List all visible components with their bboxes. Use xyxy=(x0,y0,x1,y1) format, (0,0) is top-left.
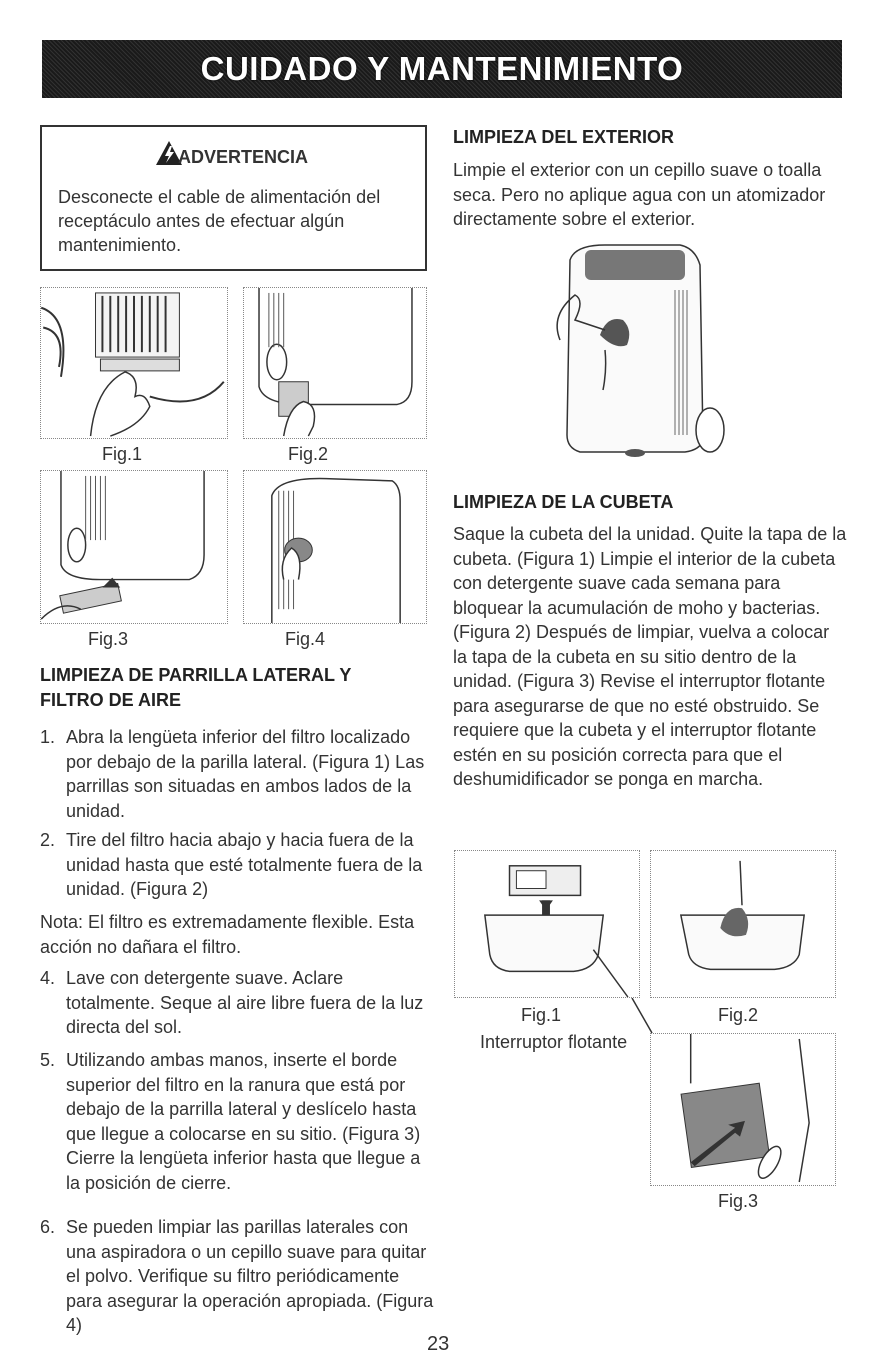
grille-heading-line1: LIMPIEZA DE PARRILLA LATERAL Y xyxy=(40,665,352,685)
step-number: 6. xyxy=(40,1217,56,1237)
figure-bucket-lid xyxy=(454,850,640,998)
float-switch-label: Interruptor flotante xyxy=(480,1032,628,1052)
grille-step-2 xyxy=(40,828,435,902)
step-text: Utilizando ambas manos, inserte el borde superior del filtro en la ranura que está por debajo de la parrilla lateral y deslícelo hasta que llegue a colocarse en su sitio. (Figura 3) Cierre la lengüeta inferior hasta que llegue a la posición de cierre. xyxy=(66,1050,421,1193)
page-number: 23 xyxy=(427,1333,450,1355)
step-number: 4. xyxy=(40,968,56,988)
grille-step-6 xyxy=(40,1215,435,1338)
grille-step-5 xyxy=(40,1048,435,1195)
figure-bucket-wash xyxy=(650,850,836,998)
bucket-fig2-caption: Fig.2 xyxy=(718,1005,759,1025)
step-text: Se pueden limpiar las parillas laterales con una aspiradora o un cepillo suave para quitar el polvo. Verifique su filtro periódicamente para asegurar la operación apropiada. (Figura 4) xyxy=(66,1217,434,1335)
fig3-caption: Fig.3 xyxy=(88,629,129,649)
filter-insert-illustration xyxy=(41,471,227,623)
warning-box xyxy=(40,125,427,271)
step-number: 2. xyxy=(40,830,56,850)
step-text: Abra la lengüeta inferior del filtro localizado por debajo de la parilla lateral. (Figura 1) Las parrillas son situadas en ambos lados de la unidad. xyxy=(66,727,425,821)
fig1-caption: Fig.1 xyxy=(102,444,143,464)
bucket-wash-illustration xyxy=(651,851,835,997)
grille-heading-line2: FILTRO DE AIRE xyxy=(40,690,181,710)
bucket-lid-illustration xyxy=(455,851,639,997)
step-text: Lave con detergente suave. Aclare totalmente. Seque al aire libre fuera de la luz directa del sol. xyxy=(66,968,424,1037)
bucket-text: Saque la cubeta del la unidad. Quite la tapa de la cubeta. (Figura 1) Limpie el interior de la cubeta con detergente suave cada semana para bloquear la acumulación de moho y bacterias. (Figura 2) Después de limpiar, vuelva a colocar la tapa de la cubeta en su sitio dentro de la unidad. (Figura 3) Revise el interruptor flotante para asegurarse de que no esté obstruido. Se requiere que la cubeta y el interruptor flotante estén en su posición correcta para que el deshumidificador se ponga en marcha. xyxy=(453,524,847,789)
figure-filter-pull xyxy=(243,287,427,439)
float-switch-pointer xyxy=(630,998,660,1038)
bucket-fig3-caption: Fig.3 xyxy=(718,1191,759,1211)
bucket-reinsert-illustration xyxy=(651,1034,835,1185)
warning-text: Desconecte el cable de alimentación del receptáculo antes de efectuar algún mantenimiento. xyxy=(58,187,381,255)
figure-filter-insert xyxy=(40,470,228,624)
exterior-wipe-illustration xyxy=(545,240,730,465)
figure-filter-tab xyxy=(40,287,228,439)
bucket-fig1-caption: Fig.1 xyxy=(521,1005,562,1025)
filter-note: Nota: El filtro es extremadamente flexible. Esta acción no dañara el filtro. xyxy=(40,912,415,957)
fig2-caption: Fig.2 xyxy=(288,444,329,464)
exterior-text: Limpie el exterior con un cepillo suave o toalla seca. Pero no aplique agua con un atomizador directamente sobre el exterior. xyxy=(453,160,826,229)
filter-pull-illustration xyxy=(244,288,426,438)
figure-grille-vacuum xyxy=(243,470,427,624)
step-text: Tire del filtro hacia abajo y hacia fuera de la unidad hasta que esté totalmente fuera de la unidad. (Figura 2) xyxy=(66,830,423,899)
grille-vacuum-illustration xyxy=(244,471,426,623)
filter-tab-illustration xyxy=(41,288,227,438)
section-banner xyxy=(42,40,842,98)
fig4-caption: Fig.4 xyxy=(285,629,326,649)
grille-step-4 xyxy=(40,966,435,1040)
grille-step-1 xyxy=(40,725,435,823)
step-number: 1. xyxy=(40,727,56,747)
figure-bucket-reinsert xyxy=(650,1033,836,1186)
step-number: 5. xyxy=(40,1050,56,1070)
banner-title: CUIDADO Y MANTENIMIENTO xyxy=(200,50,684,87)
exterior-heading: LIMPIEZA DEL EXTERIOR xyxy=(453,127,675,147)
warning-title: ADVERTENCIA xyxy=(178,147,309,167)
bucket-heading: LIMPIEZA DE LA CUBETA xyxy=(453,492,674,512)
